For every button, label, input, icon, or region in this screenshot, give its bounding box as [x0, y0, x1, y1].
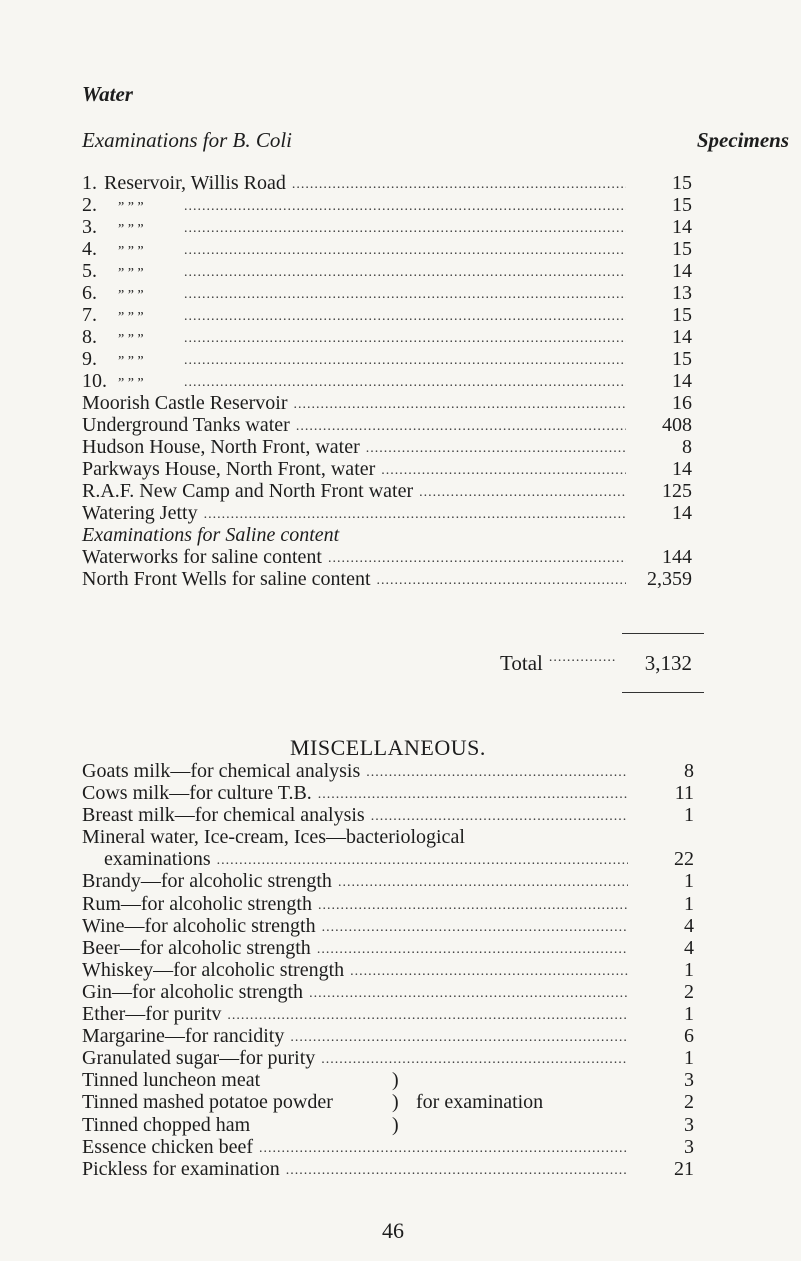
leader-dots [309, 983, 628, 1005]
leader-dots [296, 416, 626, 438]
water-row [82, 370, 692, 392]
water-row [82, 194, 692, 216]
leader-dots [318, 895, 628, 917]
row-label: Underground Tanks water [82, 414, 290, 436]
water-list [82, 172, 692, 590]
row-value: 125 [662, 480, 692, 502]
row-value: 15 [672, 238, 692, 260]
misc-row [82, 1047, 694, 1069]
row-label: Reservoir, Willis Road [104, 172, 286, 194]
misc-row [82, 981, 694, 1003]
row-label: Waterworks for saline content [82, 546, 322, 568]
misc-row [82, 1114, 694, 1136]
leader-dots [322, 917, 628, 939]
leader-dots [184, 328, 626, 350]
leader-dots [377, 570, 626, 592]
row-value: 6 [684, 1025, 694, 1048]
row-label: Whiskey—for alcoholic strength [82, 958, 345, 981]
row-number: 9. [82, 348, 97, 370]
total-label: Total [500, 651, 543, 675]
row-value: 3 [684, 1135, 694, 1158]
misc-title: MISCELLANEOUS. [290, 735, 486, 760]
brace-note: for examination [416, 1091, 544, 1114]
water-row [82, 172, 692, 194]
row-value: 14 [672, 370, 692, 392]
row-label: Cows milk—for culture T.B. [82, 782, 312, 805]
row-value: 14 [672, 502, 692, 524]
misc-row [82, 804, 694, 826]
leader-dots [184, 350, 626, 372]
row-value: 14 [672, 260, 692, 282]
row-value: 1 [684, 1003, 694, 1026]
row-label: Mineral water, Ice-cream, Ices—bacteriological [82, 826, 465, 849]
ditto-marks: ” ” ” [118, 222, 144, 237]
water-row [82, 282, 692, 304]
row-number: 8. [82, 326, 97, 348]
total-rule-bottom [622, 692, 704, 693]
misc-row [82, 937, 694, 959]
misc-row [82, 826, 694, 848]
row-value: 3 [684, 1069, 694, 1092]
row-value: 11 [674, 782, 694, 805]
section-heading: Water [82, 82, 133, 106]
leader-dots [350, 961, 628, 983]
water-row [82, 304, 692, 326]
page-number: 46 [382, 1218, 404, 1243]
row-label: Essence chicken beef [82, 1135, 254, 1158]
row-value: 8 [682, 436, 692, 458]
row-number: 3. [82, 216, 97, 238]
leader-dots [184, 196, 626, 218]
row-label: Goats milk—for chemical analysis [82, 760, 361, 782]
water-row [82, 502, 692, 524]
row-label: Margarine—for rancidity [82, 1025, 285, 1048]
saline-heading [82, 524, 692, 546]
total-rule-top [622, 633, 704, 634]
misc-list [82, 760, 694, 1180]
brace-mark: ) [392, 1069, 399, 1092]
leader-dots [549, 650, 616, 675]
ditto-marks: ” ” ” [118, 266, 144, 281]
row-label: Watering Jetty [82, 502, 198, 524]
water-row [82, 348, 692, 370]
leader-dots [290, 1027, 628, 1049]
leader-dots [292, 174, 626, 196]
leader-dots [184, 218, 626, 240]
row-label: Tinned mashed potatoe powder [82, 1091, 333, 1114]
water-row [82, 238, 692, 260]
misc-row [82, 760, 694, 782]
row-number: 10. [82, 370, 107, 392]
leader-dots [184, 306, 626, 328]
row-value: 8 [684, 760, 694, 782]
brace-mark: ) [392, 1091, 399, 1114]
row-value: 4 [684, 914, 694, 937]
row-value: 1 [684, 958, 694, 981]
row-label: R.A.F. New Camp and North Front water [82, 480, 414, 502]
row-value: 2,359 [647, 568, 692, 590]
misc-row [82, 848, 694, 870]
water-row [82, 436, 692, 458]
saline-row [82, 568, 692, 590]
row-value: 2 [684, 980, 694, 1003]
leader-dots [204, 504, 626, 526]
row-label: Beer—for alcoholic strength [82, 936, 311, 959]
ditto-marks: ” ” ” [118, 332, 144, 347]
row-label: Tinned luncheon meat [82, 1069, 261, 1092]
ditto-marks: ” ” ” [118, 310, 144, 325]
row-label: Gin—for alcoholic strength [82, 980, 304, 1003]
leader-dots [184, 262, 626, 284]
misc-row [82, 959, 694, 981]
row-label: Tinned chopped ham [82, 1113, 251, 1136]
leader-dots [366, 438, 626, 460]
leader-dots [286, 1160, 628, 1182]
misc-row [82, 1069, 694, 1091]
leader-dots [184, 372, 626, 394]
row-value: 16 [672, 392, 692, 414]
row-number: 7. [82, 304, 97, 326]
ditto-marks: ” ” ” [118, 200, 144, 215]
row-label: examinations [104, 848, 211, 871]
row-value: 13 [672, 282, 692, 304]
leader-dots [217, 850, 628, 872]
row-value: 22 [674, 848, 694, 871]
water-row [82, 480, 692, 502]
leader-dots [321, 1049, 628, 1071]
row-label: Breast milk—for chemical analysis [82, 804, 365, 827]
water-row [82, 260, 692, 282]
ditto-marks: ” ” ” [118, 288, 144, 303]
row-number: 4. [82, 238, 97, 260]
row-value: 14 [672, 326, 692, 348]
leader-dots [381, 460, 626, 482]
row-value: 1 [684, 804, 694, 827]
leader-dots [259, 1138, 628, 1160]
saline-heading-text: Examinations for Saline content [82, 524, 340, 546]
leader-dots [419, 482, 626, 504]
ditto-marks: ” ” ” [118, 244, 144, 259]
leader-dots [184, 240, 626, 262]
misc-row [82, 1136, 694, 1158]
total-value: 3,132 [644, 651, 692, 675]
leader-dots [317, 939, 628, 961]
row-value: 1 [684, 892, 694, 915]
total-row [500, 651, 692, 676]
water-row [82, 458, 692, 480]
leader-dots [294, 394, 626, 416]
leader-dots [227, 1005, 628, 1027]
row-label: Brandy—for alcoholic strength [82, 870, 332, 893]
ditto-marks: ” ” ” [118, 354, 144, 369]
ditto-marks: ” ” ” [118, 376, 144, 391]
row-value: 4 [684, 936, 694, 959]
row-value: 2 [684, 1091, 694, 1114]
row-value: 1 [684, 1047, 694, 1070]
row-value: 408 [662, 414, 692, 436]
row-value: 15 [672, 304, 692, 326]
row-number: 2. [82, 194, 97, 216]
row-value: 21 [674, 1157, 694, 1180]
water-row [82, 392, 692, 414]
row-label: North Front Wells for saline content [82, 568, 371, 590]
misc-row [82, 1025, 694, 1047]
row-value: 15 [672, 348, 692, 370]
row-label: Moorish Castle Reservoir [82, 392, 288, 414]
row-label: Parkways House, North Front, water [82, 458, 376, 480]
brace-mark: ) [392, 1113, 399, 1136]
row-label: Ether—for puritv [82, 1003, 222, 1026]
water-row [82, 414, 692, 436]
leader-dots [184, 284, 626, 306]
leader-dots [338, 872, 628, 894]
leader-dots [371, 806, 628, 828]
row-label: Pickless for examination [82, 1157, 280, 1180]
misc-row [82, 1091, 694, 1113]
leader-dots [318, 784, 628, 806]
row-label: Rum—for alcoholic strength [82, 892, 312, 915]
row-label: Granulated sugar—for purity [82, 1047, 316, 1070]
row-label: Wine—for alcoholic strength [82, 914, 316, 937]
row-number: 6. [82, 282, 97, 304]
misc-row [82, 782, 694, 804]
row-number: 5. [82, 260, 97, 282]
row-value: 15 [672, 194, 692, 216]
misc-row [82, 1003, 694, 1025]
row-value: 14 [672, 458, 692, 480]
saline-row [82, 546, 692, 568]
misc-row [82, 870, 694, 892]
leader-dots [328, 548, 626, 570]
water-row [82, 326, 692, 348]
right-column-heading: Specimens [696, 128, 789, 152]
row-value: 15 [672, 172, 692, 194]
misc-row [82, 893, 694, 915]
water-row [82, 216, 692, 238]
misc-row [82, 1158, 694, 1180]
row-label: Hudson House, North Front, water [82, 436, 360, 458]
row-number: 1. [82, 172, 97, 194]
row-value: 144 [662, 546, 692, 568]
row-value: 14 [672, 216, 692, 238]
leader-dots [366, 762, 628, 784]
row-value: 1 [684, 870, 694, 893]
misc-row [82, 915, 694, 937]
left-column-heading: Examinations for B. Coli [82, 128, 292, 152]
row-value: 3 [684, 1113, 694, 1136]
